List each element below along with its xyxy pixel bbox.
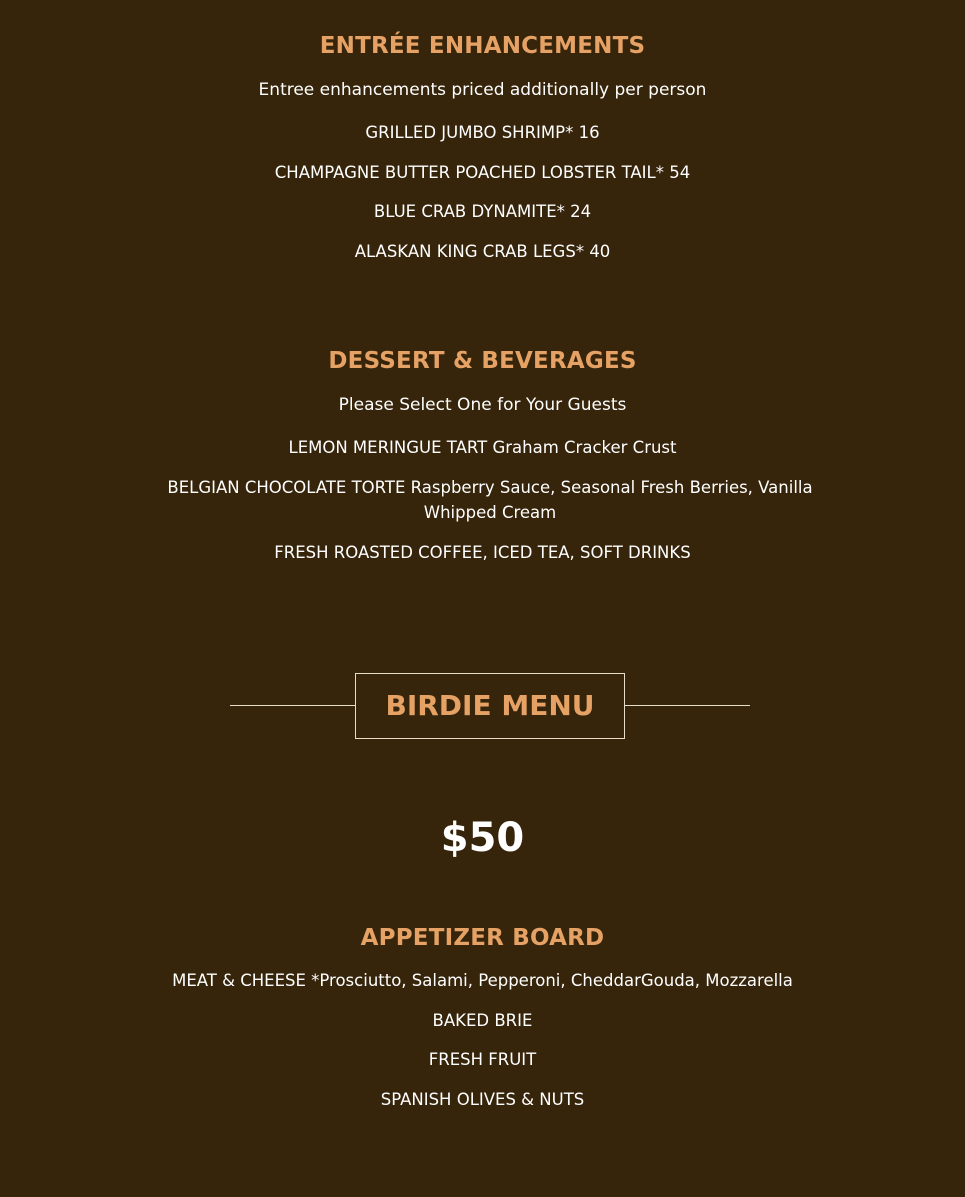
- menu-item: BAKED BRIE: [432, 1011, 533, 1030]
- menu-item: CHAMPAGNE BUTTER POACHED LOBSTER TAIL* 54: [274, 163, 691, 182]
- menu-item: ALASKAN KING CRAB LEGS* 40: [354, 242, 611, 261]
- menu-item: SPANISH OLIVES & NUTS: [380, 1090, 585, 1109]
- divider-left: [230, 705, 355, 706]
- menu-item: MEAT & CHEESE *Prosciutto, Salami, Pepperoni, CheddarGouda, Mozzarella: [172, 971, 793, 990]
- menu-item: FRESH FRUIT: [428, 1050, 537, 1069]
- birdie-menu-price: $50: [440, 815, 525, 861]
- appetizer-heading: APPETIZER BOARD: [360, 925, 605, 951]
- menu-item: FRESH ROASTED COFFEE, ICED TEA, SOFT DRINKS: [274, 543, 691, 562]
- menu-item: BELGIAN CHOCOLATE TORTE Raspberry Sauce, Seasonal Fresh Berries, Vanilla Whipped Cream: [167, 478, 813, 522]
- entree-subheading: Entree enhancements priced additionally per person: [258, 80, 707, 100]
- menu-item: BLUE CRAB DYNAMITE* 24: [373, 202, 592, 221]
- divider-right: [625, 705, 750, 706]
- menu-item: LEMON MERINGUE TART Graham Cracker Crust: [288, 438, 677, 457]
- dessert-subheading: Please Select One for Your Guests: [338, 395, 627, 415]
- dessert-heading: DESSERT & BEVERAGES: [328, 348, 637, 374]
- entree-heading: ENTRÉE ENHANCEMENTS: [319, 33, 646, 59]
- menu-item: GRILLED JUMBO SHRIMP* 16: [365, 123, 600, 142]
- birdie-menu-title: BIRDIE MENU: [385, 689, 595, 722]
